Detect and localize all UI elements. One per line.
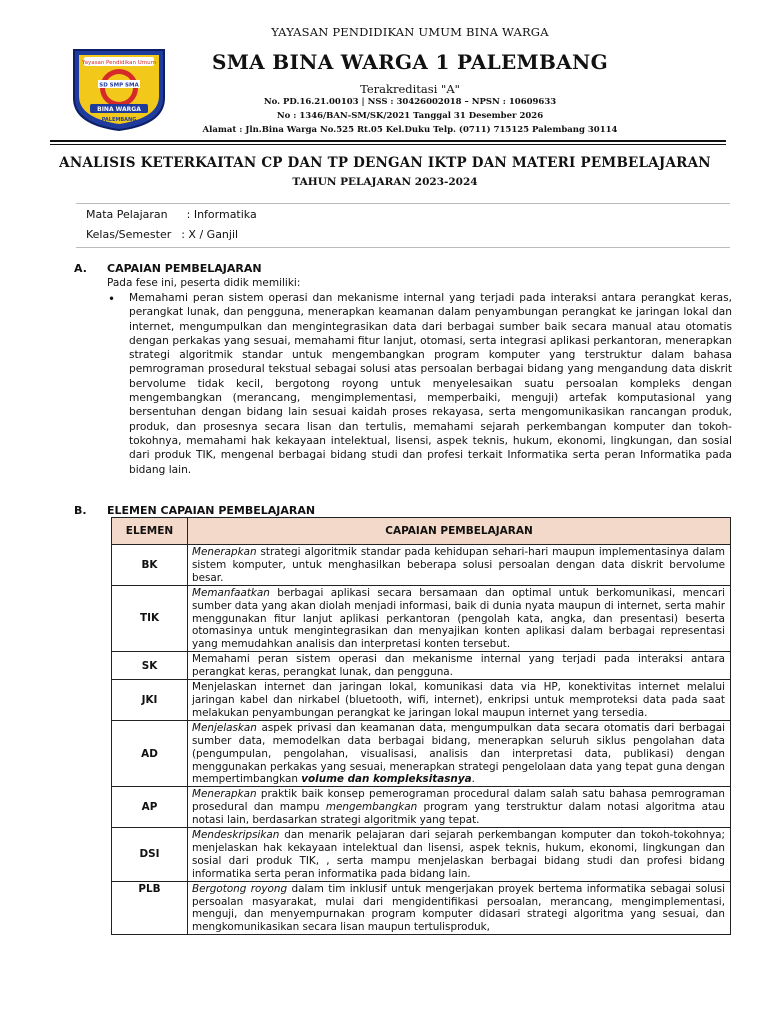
accreditation-decree: No : 1346/BAN-SM/SK/2021 Tanggal 31 Desember 2026 [276, 111, 544, 121]
class-row [86, 228, 238, 241]
element-description: Menjelaskan aspek privasi dan keamanan data, mengumpulkan data secara otomatis dari berbagai sumber data, memodelkan data berbagai bidang, menerapkan seluruh siklus pengolahan data (pengumpulan, pengolahan, visualisasi, analisis dan interpretasi data, publikasi) dengan menggunakan perkakas yang sesuai, menerapkan strategi pengelolaan data yang tepat guna dengan mempertimbangkan volume dan kompleksitasnya. [188, 720, 731, 787]
section-a-intro: Pada fese ini, peserta didik memiliki: [107, 277, 301, 289]
section-b-letter: B. [74, 504, 87, 517]
element-code: PLB [112, 881, 188, 935]
bullet-icon: • [108, 292, 116, 306]
table-row [112, 828, 731, 882]
element-description: Memanfaatkan berbagai aplikasi secara bersamaan dan optimal untuk berkomunikasi, mencari sumber data yang akan diolah menjadi informasi, baik di dunia nyata maupun di internet, serta mahir menggunakan fitur lanjut aplikasi perkantoran (pengolah kata, angka, dan presentasi) beserta otomasinya untuk mengintegrasikan dan menyajikan konten aplikasi dalam berbagai representasi yang memudahkan analisis dan interpretasi konten tersebut. [188, 585, 731, 652]
element-code: SK [112, 652, 188, 680]
section-a-letter: A. [74, 262, 87, 275]
table-row [112, 720, 731, 787]
school-address: Alamat : Jln.Bina Warga No.525 Rt.05 Kel.Duku Telp. (0711) 715125 Palembang 30114 [202, 125, 618, 135]
section-b-title: ELEMEN CAPAIAN PEMBELAJARAN [107, 504, 316, 517]
section-a-title: CAPAIAN PEMBELAJARAN [107, 262, 262, 275]
class-value: : X / Ganjil [181, 228, 239, 241]
table-row [112, 545, 731, 586]
element-description: Memahami peran sistem operasi dan mekanisme internal yang terjadi pada interaksi antara perangkat keras, perangkat lunak, dan pengguna. [188, 652, 731, 680]
registration-line: No. PD.16.21.00103 | NSS : 30426002018 – NPSN : 10609633 [263, 97, 557, 107]
element-code: TIK [112, 585, 188, 652]
element-description: Menerapkan praktik baik konsep pemerograman procedural dalam salah satu bahasa pemrograman prosedural dan mampu mengembangkan program yang terstruktur dalam notasi algoritma atau notasi lain, berdasarkan strategi algoritmik yang tepat. [188, 787, 731, 828]
foundation-name: YAYASAN PENDIDIKAN UMUM BINA WARGA [271, 25, 549, 39]
column-header-capaian: CAPAIAN PEMBELAJARAN [188, 518, 731, 545]
document-title: ANALISIS KETERKAITAN CP DAN TP DENGAN IKTP DAN MATERI PEMBELAJARAN [59, 155, 711, 171]
subject-label: Mata Pelajaran [86, 208, 168, 221]
table-header-row [112, 518, 731, 545]
element-code: DSI [112, 828, 188, 882]
table-row [112, 652, 731, 680]
table-row [112, 881, 731, 935]
element-description: Bergotong royong dalam tim inklusif untuk mengerjakan proyek bertema informatika sebagai solusi persoalan masyarakat, mulai dari mengidentifikasi persoalan, merancang, mengimplementasi, menguji, dan menyempurnakan program komputer didasari strategi algoritma yang sesuai, dan mengkomunikasikan secara lisan maupun tertulisproduk, [188, 881, 731, 935]
table-row [112, 585, 731, 652]
element-code: JKI [112, 680, 188, 721]
element-description: Mendeskripsikan dan menarik pelajaran dari sejarah perkembangan komputer dan tokoh-tokohnya; menjelaskan hak kekayaan intelektual dan lisensi, aspek teknis, hukum, ekonomi, lingkungan dan sosial dari produk TIK, , serta mampu menjelaskan berbagai bidang studi dan profesi bidang informatika serta peran informatika pada bidang lain. [188, 828, 731, 882]
accreditation: Terakreditasi "A" [360, 82, 460, 96]
capaian-paragraph: Memahami peran sistem operasi dan mekanisme internal yang terjadi pada interaksi antara perangkat keras, perangkat lunak, dan pengguna, menerapkan keamanan dalam penyambungan perangkat ke jaringan lokal dan internet, mengumpulkan dan mengintegrasikan data dari berbagai sumber baik secara manual atau otomatis dengan perkakas yang sesuai, memahami fitur lanjut, otomasi, serta integrasi aplikasi perkantoran, menerapkan strategi algoritmik standar untuk mengembangkan program komputer yang terstruktur dalam bahasa pemrograman prosedural tekstual sebagai solusi atas persoalan berbagai bidang yang mengandung data diskrit bervolume tidak kecil, bergotong royong untuk menyelesaikan suatu persoalan kompleks dengan mengembangkan (merancang, mengimplementasi, memperbaiki, menguji) artefak komputasional yang bersentuhan dengan bidang lain sesuai kaidah proses rekayasa, serta mengomunikasikan rancangan produk, produk, dan prosesnya secara lisan dan tertulis, memahami sejarah perkembangan komputer dan tokoh-tokohnya, memahami hak kekayaan intelektual, lisensi, aspek teknis, hukum, ekonomi, lingkungan, dan sosial dari produk TIK, mengenal berbagai bidang studi dan profesi terkait Informatika serta peran Informatika pada bidang lain. [129, 292, 732, 476]
table-row [112, 680, 731, 721]
table-row [112, 787, 731, 828]
logo-middle-text: SD SMP SMA [99, 82, 139, 89]
class-label: Kelas/Semester [86, 228, 172, 241]
column-header-elemen: ELEMEN [112, 518, 188, 545]
elements-table [111, 517, 731, 935]
subject-value: : Informatika [186, 208, 257, 221]
logo-banner-text: BINA WARGA [97, 106, 141, 113]
header-divider-thin [50, 144, 726, 145]
logo-top-text: Yayasan Pendidikan Umum [81, 60, 157, 66]
header-divider [50, 140, 726, 142]
school-logo [70, 46, 168, 132]
academic-year: TAHUN PELAJARAN 2023-2024 [292, 176, 478, 188]
element-description: Menerapkan strategi algoritmik standar pada kehidupan sehari-hari maupun implementasinya dalam sistem komputer, untuk menghasilkan beberapa solusi persoalan dengan data diskrit bervolume besar. [188, 545, 731, 586]
element-code: BK [112, 545, 188, 586]
element-code: AD [112, 720, 188, 787]
logo-bottom-text: PALEMBANG [101, 117, 137, 123]
element-description: Menjelaskan internet dan jaringan lokal, komunikasi data via HP, konektivitas internet melalui jaringan kabel dan nirkabel (bluetooth, wifi, internet), enkripsi untuk memproteksi data pada saat melakukan penyambungan perangkat ke jaringan lokal maupun internet yang tersedia. [188, 680, 731, 721]
subject-row [86, 208, 257, 221]
element-code: AP [112, 787, 188, 828]
school-name: SMA BINA WARGA 1 PALEMBANG [212, 50, 608, 74]
